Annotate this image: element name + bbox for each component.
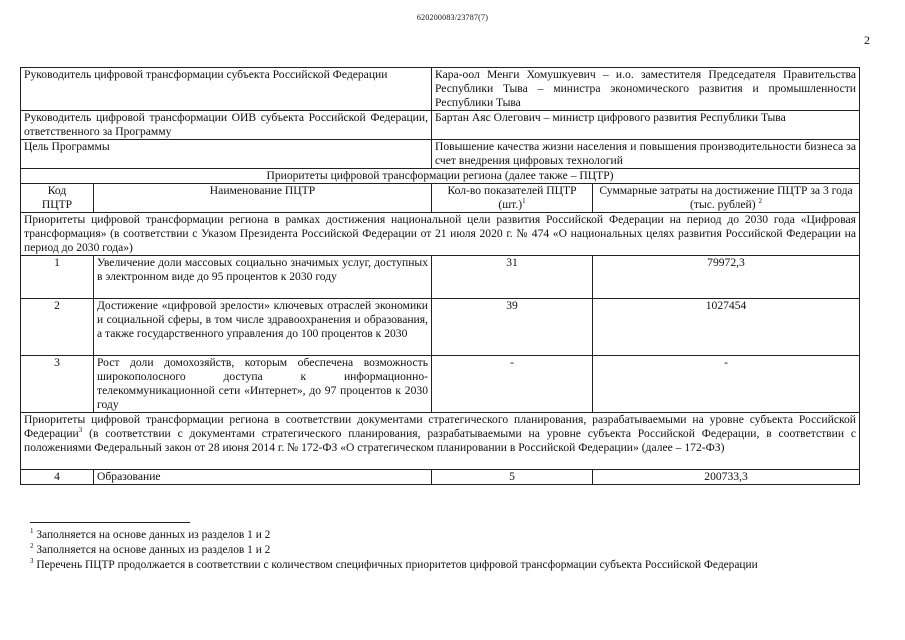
row-name: Рост доли домохозяйств, которым обеспечена возможность широкополосного доступа к информационно-телекоммуникационной сети «Интернет», до 97 процентов к 2030 году bbox=[94, 356, 432, 413]
table-row bbox=[21, 299, 860, 356]
column-header-count-text: Кол-во показателей ПЦТР (шт.) bbox=[447, 184, 577, 211]
section1-title: Приоритеты цифровой трансформации региона в рамках достижения национальной цели развития Российской Федерации на период до 2030 года «Цифровая трансформация» (в соответствии с Указом Президента Российской Федерации от 21 июля 2020 г. № 474 «О национальных целях развития Российской Федерации на период до 2030 года») bbox=[21, 213, 860, 256]
footnote-item bbox=[30, 558, 870, 573]
info-row-head-oiv bbox=[21, 111, 860, 140]
column-header-row bbox=[21, 184, 860, 213]
row-cost: 79972,3 bbox=[593, 256, 860, 299]
footnote-mark: 2 bbox=[30, 542, 34, 551]
row-cost: 1027454 bbox=[593, 299, 860, 356]
section2-title-text-continued: (в соответствии с документами стратегического планирования, разрабатываемыми на уровне субъекта Российской Федерации, в соответствии с положениями Федеральный закон от 28 июня 2014 г. № 172-ФЗ «О стратегическом планировании в Российской Федерации» (далее – 172-ФЗ) bbox=[24, 427, 857, 454]
column-header-code: Код ПЦТР bbox=[21, 184, 94, 213]
row-code: 3 bbox=[21, 356, 94, 413]
row-code: 4 bbox=[21, 470, 94, 485]
footnote-ref: 3 bbox=[78, 426, 83, 435]
footnotes bbox=[30, 528, 870, 573]
footnote-text: Перечень ПЦТР продолжается в соответствии с количеством специфичных приоритетов цифровой трансформации субъекта Российской Федерации bbox=[33, 559, 758, 571]
footnote-item bbox=[30, 543, 870, 558]
info-row-head-digital bbox=[21, 68, 860, 111]
row-count: 5 bbox=[432, 470, 593, 485]
column-header-cost-text: Суммарные затраты на достижение ПЦТР за 3 года (тыс. рублей) bbox=[599, 184, 853, 211]
row-count: - bbox=[432, 356, 593, 413]
section2-title-row bbox=[21, 413, 860, 470]
section2-title-text: Приоритеты цифровой трансформации региона в соответствии документами стратегического планирования, разрабатываемыми на уровне субъекта Российской Федерации bbox=[24, 413, 857, 440]
footnote-text: Заполняется на основе данных из разделов 1 и 2 bbox=[33, 544, 271, 556]
info-value: Кара-оол Менги Хомушкуевич – и.о. заместителя Председателя Правительства Республики Тыва – министра экономического развития и промышленности Республики Тыва bbox=[432, 68, 860, 111]
row-name: Достижение «цифровой зрелости» ключевых отраслей экономики и социальной сферы, в том числе здравоохранения и образования, а также государственного управления до 100 процентов к 2030 bbox=[94, 299, 432, 356]
footnote-text: Заполняется на основе данных из разделов 1 и 2 bbox=[33, 529, 271, 541]
info-label: Руководитель цифровой трансформации субъекта Российской Федерации bbox=[21, 68, 432, 111]
row-name: Образование bbox=[94, 470, 432, 485]
row-code: 2 bbox=[21, 299, 94, 356]
footnote-ref: 2 bbox=[758, 197, 762, 206]
footnote-mark: 3 bbox=[30, 557, 34, 566]
info-row-goal bbox=[21, 140, 860, 169]
info-label: Цель Программы bbox=[21, 140, 432, 169]
table-row bbox=[21, 356, 860, 413]
document-id: 620200083/23787(7) bbox=[416, 13, 489, 22]
page-number: 2 bbox=[864, 33, 870, 47]
program-table bbox=[20, 67, 860, 485]
row-code: 1 bbox=[21, 256, 94, 299]
row-count: 31 bbox=[432, 256, 593, 299]
row-name: Увеличение доли массовых социально значимых услуг, доступных в электронном виде до 95 процентов к 2030 году bbox=[94, 256, 432, 299]
column-header-name: Наименование ПЦТР bbox=[94, 184, 432, 213]
footnote-ref: 1 bbox=[522, 197, 526, 206]
row-cost: - bbox=[593, 356, 860, 413]
section2-title bbox=[21, 413, 860, 470]
priorities-title-row bbox=[21, 169, 860, 184]
footnote-divider bbox=[30, 522, 190, 523]
section1-title-row bbox=[21, 213, 860, 256]
column-header-count bbox=[432, 184, 593, 213]
row-cost: 200733,3 bbox=[593, 470, 860, 485]
info-label: Руководитель цифровой трансформации ОИВ субъекта Российской Федерации, ответственного за Программу bbox=[21, 111, 432, 140]
table-row bbox=[21, 470, 860, 485]
info-value: Бартан Аяс Олегович – министр цифрового развития Республики Тыва bbox=[432, 111, 860, 140]
table-row bbox=[21, 256, 860, 299]
footnote-item bbox=[30, 528, 870, 543]
column-header-cost bbox=[593, 184, 860, 213]
row-count: 39 bbox=[432, 299, 593, 356]
footnote-mark: 1 bbox=[30, 527, 34, 536]
priorities-title: Приоритеты цифровой трансформации региона (далее также – ПЦТР) bbox=[21, 169, 860, 184]
info-value: Повышение качества жизни населения и повышения производительности бизнеса за счет внедрения цифровых технологий bbox=[432, 140, 860, 169]
